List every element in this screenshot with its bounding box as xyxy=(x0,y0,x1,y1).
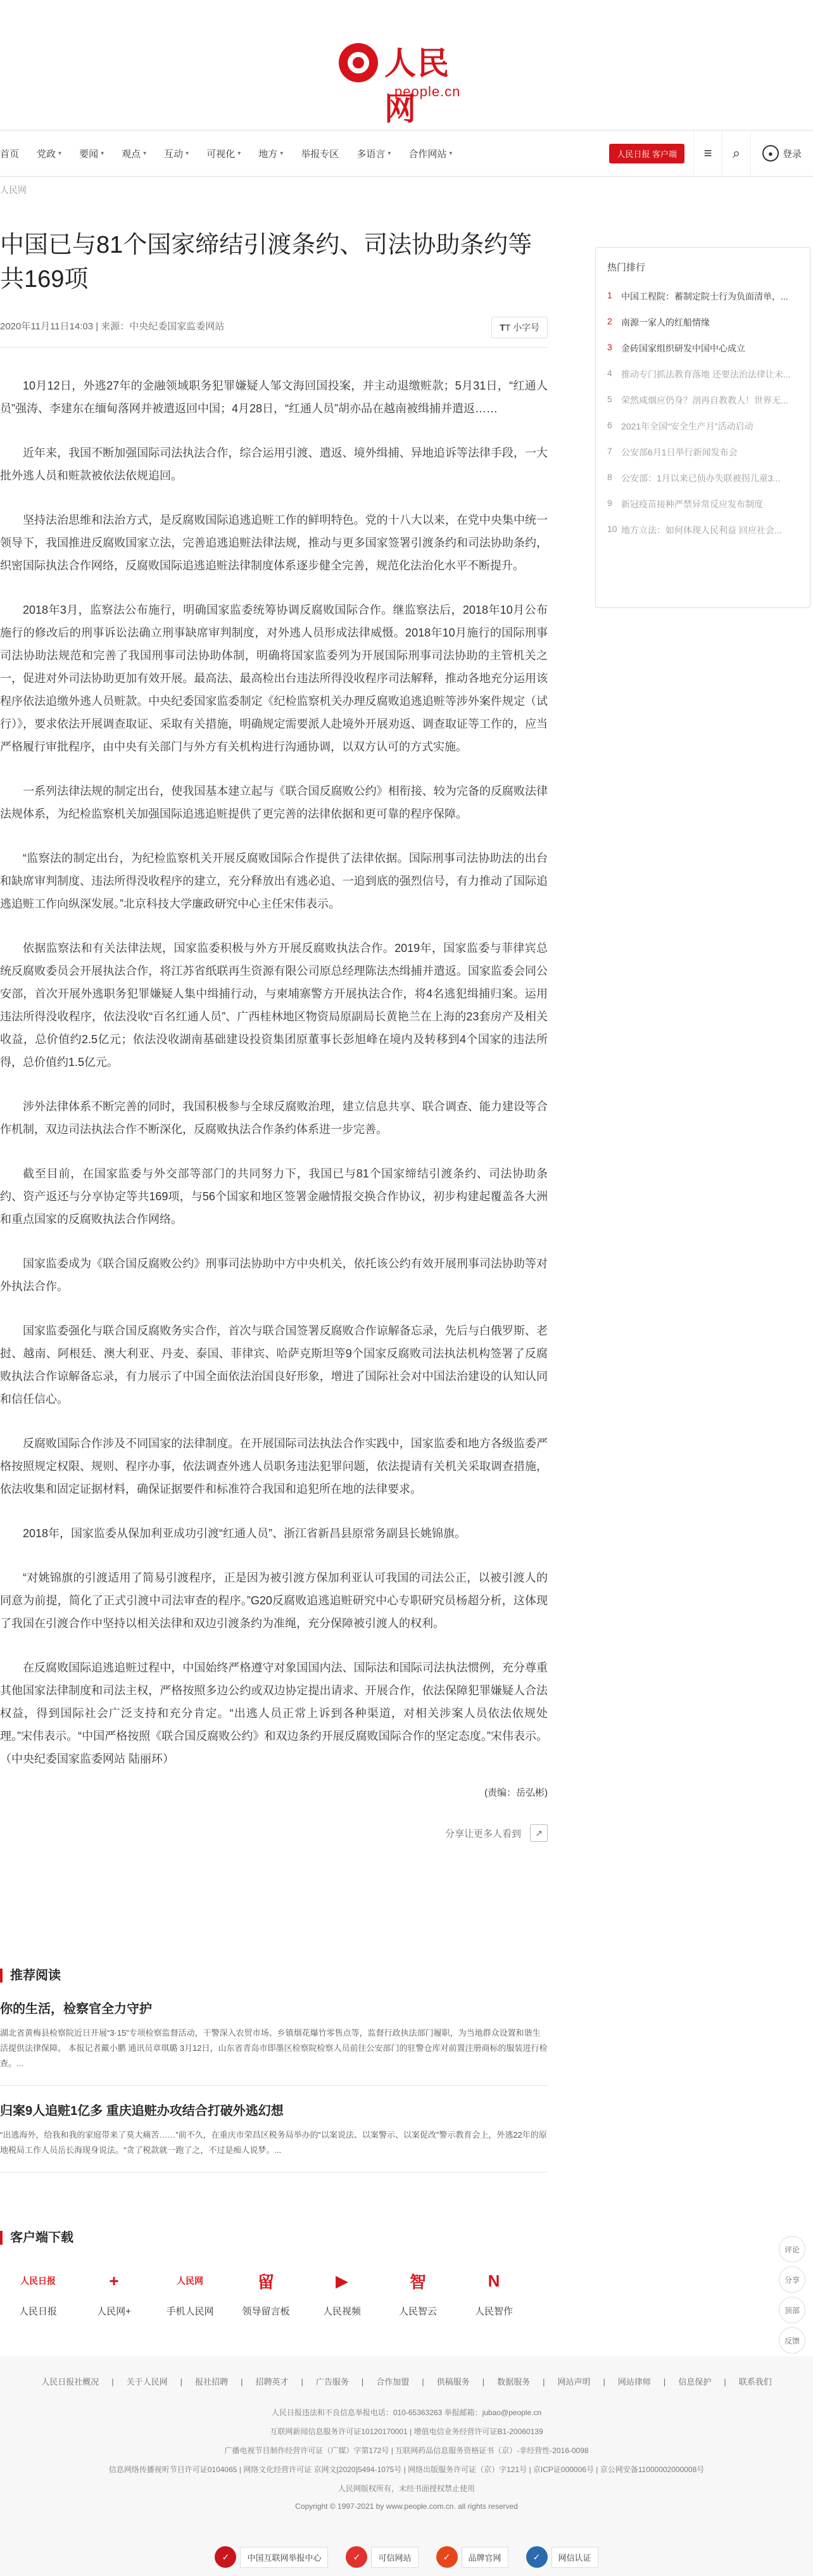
hot-item[interactable] xyxy=(607,394,798,420)
nav-item[interactable] xyxy=(0,130,28,176)
hot-title[interactable]: 金砖国家组织研发中国中心成立 xyxy=(621,343,745,353)
hot-rank: 3 xyxy=(607,342,612,352)
app-download[interactable] xyxy=(228,2265,304,2318)
nav-item-label: 多语言 xyxy=(356,148,386,160)
footer-sep: | xyxy=(180,2377,183,2387)
people-logo[interactable] xyxy=(339,38,478,127)
article-body xyxy=(0,374,548,1770)
search-icon[interactable]: ⌕ xyxy=(722,130,750,176)
hot-title[interactable]: 中国工程院：蓄制定院士行为负面清单，... xyxy=(621,291,788,301)
app-download[interactable] xyxy=(380,2265,456,2318)
article-meta xyxy=(0,319,548,348)
hot-title[interactable]: 地方立法：如何体现人民利益 回应社会... xyxy=(621,525,782,535)
hot-ranking-title: 热门排行 xyxy=(607,262,646,273)
float-button[interactable]: 评论 xyxy=(779,2236,805,2262)
logo-text-en: people.cn xyxy=(394,84,461,99)
recommend-desc: “出逃海外，给我和我的家庭带来了莫大痛苦……”前不久，在重庆市荣昌区税务局举办的“以案说法、以案警示、以案促改”警示教育会上，外逃22年的原地税局工作人员岳长海现身说法。“贪了税款就一跑了之，不过是痴人说梦。... xyxy=(0,2130,547,2155)
nav-item[interactable] xyxy=(348,130,400,176)
font-size-toggle[interactable]: TT 小字号 xyxy=(491,317,548,338)
article-paragraph: 坚持法治思维和法治方式，是反腐败国际追逃追赃工作的鲜明特色。党的十八大以来，在党中央集中统一领导下，我国推进反腐败国家立法，完善追逃追赃法律法规，推动与更多国家签署引渡条约和司法协助条约，织密国际执法合作网络，反腐败国际追逃追赃法律制度体系逐步健全完善，规范化法治化水平不断提升。 xyxy=(0,514,548,572)
badge-label: 网信认证 xyxy=(551,2547,598,2568)
recommend-desc: 湖北省黄梅县检察院近日开展“3·15”专项检察监督活动，干警深入农贸市场、乡镇烟花爆竹零售点等，监督行政执法部门履职，为当地群众设置和谐生活提供法律保障。 本报记者戴小鹏 通讯员章琪璐 3月12日，山东省青岛市即墨区检察院检察人员前往公安部门的驻警仓库对前置注册商标的服装进行检查。... xyxy=(0,2028,548,2068)
article-paragraph: 涉外法律体系不断完善的同时，我国积极参与全球反腐败治理，建立信息共享、联合调查、能力建设等合作机制，双边司法执法合作不断深化，反腐败执法合作条约体系进一步完善。 xyxy=(0,1100,548,1136)
article-paragraph: 10月12日，外逃27年的金融领域职务犯罪嫌疑人邹文海回国投案，并主动退缴赃款；5月31日，“红通人员”强涛、李建东在缅甸落网并被遣返回中国；4月28日，“红通人员”胡亦品在越南被缉捕并遣返…… xyxy=(0,379,548,415)
hot-rank: 4 xyxy=(607,368,612,378)
logo-emblem-icon xyxy=(339,43,378,82)
hot-title[interactable]: 推动专门抓法教育落地 还要法治法律让未... xyxy=(621,369,791,379)
hot-item[interactable] xyxy=(607,420,798,446)
app-download[interactable] xyxy=(152,2265,228,2318)
hot-item[interactable] xyxy=(607,498,798,524)
nav-item[interactable] xyxy=(400,130,461,176)
badge-icon: ✓ xyxy=(215,2546,236,2568)
app-logo-icon: 留 xyxy=(257,2272,274,2292)
nav-item-label: 互动 xyxy=(164,148,184,160)
hot-item[interactable] xyxy=(607,290,798,316)
article-paragraph: 截至目前，在国家监委与外交部等部门的共同努力下，我国已与81个国家缔结引渡条约、司法协助条约、资产返还与分享协定等共169项，与56个国家和地区签署金融情报交换合作协议，初步构建起覆盖各大洲和重点国家的反腐败执法合作网络。 xyxy=(0,1167,548,1226)
chevron-down-icon: ▾ xyxy=(143,149,147,157)
footer-sep: | xyxy=(603,2377,605,2387)
hot-title[interactable]: 新冠疫苗接种严禁异常反应发布制度 xyxy=(621,499,763,509)
app-label: 手机人民网 xyxy=(166,2306,214,2317)
download-heading: 客户端下载 xyxy=(0,2231,73,2245)
footer-line: 互联网新闻信息服务许可证10120170001 | 增值电信业务经营许可证B1-20060139 xyxy=(270,2427,543,2436)
footer-link[interactable]: 招聘英才 xyxy=(255,2377,289,2387)
share-bar[interactable] xyxy=(0,1824,548,1842)
chevron-down-icon: ▾ xyxy=(186,149,189,157)
nav-item-label: 党政 xyxy=(37,148,56,160)
nav-item[interactable] xyxy=(198,130,249,176)
hot-ranking xyxy=(595,247,810,608)
float-button[interactable]: 反馈 xyxy=(779,2327,805,2354)
footer-link[interactable]: 联系我们 xyxy=(738,2377,772,2387)
nav-item-label: 观点 xyxy=(122,148,141,160)
share-icon[interactable]: ↗ xyxy=(530,1824,548,1842)
divider xyxy=(0,2172,548,2173)
recommend-item[interactable] xyxy=(0,2100,548,2173)
chevron-down-icon: ▾ xyxy=(280,149,284,157)
hot-title[interactable]: 南源一家人的红船情缘 xyxy=(621,317,710,327)
footer xyxy=(0,2356,813,2576)
editor-credit: (责编：岳弘彬) xyxy=(484,1787,548,1798)
recommend-title[interactable]: 你的生活，检察官全力守护 xyxy=(0,2002,152,2016)
footer-line: 人民日报违法和不良信息举报电话：010-65363263 举报邮箱：jubao@people.cn xyxy=(271,2408,542,2417)
app-download[interactable] xyxy=(0,2265,76,2318)
hot-rank: 8 xyxy=(607,472,612,482)
footer-badge[interactable] xyxy=(215,2546,328,2568)
float-button[interactable]: 分享 xyxy=(779,2266,805,2293)
article xyxy=(0,228,548,1842)
footer-link[interactable]: 网站声明 xyxy=(557,2377,591,2387)
badge-label: 可信网站 xyxy=(371,2547,418,2568)
footer-sep: | xyxy=(482,2377,485,2387)
footer-link[interactable]: 关于人民网 xyxy=(126,2377,168,2387)
app-logo-icon: + xyxy=(109,2271,119,2290)
logo-text-cn: 人民网 xyxy=(384,44,450,127)
chevron-down-icon: ▾ xyxy=(388,149,391,157)
footer-sep: | xyxy=(111,2377,114,2387)
nav-item-label: 举报专区 xyxy=(301,148,339,160)
footer-link[interactable]: 广告服务 xyxy=(315,2377,349,2387)
nav-item[interactable] xyxy=(249,130,292,176)
footer-badge[interactable] xyxy=(346,2546,418,2568)
app-logo-icon: 智 xyxy=(409,2272,426,2292)
recommend-heading: 推荐阅读 xyxy=(0,1969,61,1983)
nav-item-label: 合作网站 xyxy=(408,148,447,160)
app-label: 人民日报 xyxy=(18,2306,57,2317)
app-download[interactable] xyxy=(304,2265,380,2318)
hot-title[interactable]: 公安部6月1日举行新闻发布会 xyxy=(621,447,738,457)
breadcrumb[interactable]: 人民网 xyxy=(0,185,27,195)
app-logo-icon: 人民网 xyxy=(177,2276,203,2286)
hot-rank: 7 xyxy=(607,446,612,456)
footer-link[interactable]: 合作加盟 xyxy=(376,2377,410,2387)
app-label: 人民智云 xyxy=(398,2306,437,2317)
footer-line: Copyright © 1997-2021 by www.people.com.cn. all rights reserved xyxy=(295,2502,518,2511)
nav-item-label: 要闻 xyxy=(79,148,99,160)
article-title: 中国已与81个国家缔结引渡条约、司法协助条约等共169项 xyxy=(0,232,533,293)
app-download[interactable] xyxy=(76,2265,152,2318)
footer-link[interactable]: 网站律师 xyxy=(617,2377,651,2387)
article-paragraph: “对姚锦旗的引渡适用了简易引渡程序，正是因为被引渡方保加利亚认可我国的司法公正，以被引渡人的同意为前提，简化了正式引渡中司法审查的程序。”G20反腐败追逃追赃研究中心专职研究员杨超分析，这体现了我国在引渡合作中坚持以相关法律和双边引渡条约为准绳，充分保障被引渡人的权利。 xyxy=(0,1571,548,1630)
app-label: 人民视频 xyxy=(322,2306,361,2317)
hot-list xyxy=(607,290,798,550)
hot-rank: 1 xyxy=(607,290,612,300)
footer-sep: | xyxy=(301,2377,303,2387)
hot-rank: 5 xyxy=(607,394,612,404)
main-nav xyxy=(0,130,813,177)
app-logo-icon: N xyxy=(488,2271,500,2290)
badge-icon: ✓ xyxy=(526,2546,548,2568)
article-paragraph: 反腐败国际合作涉及不同国家的法律制度。在开展国际司法执法合作实践中，国家监委和地方各级监委严格按照规定权限、规则、程序办事，依法调查外逃人员职务违法犯罪问题，依法提请有关机关采取调查措施，依法收集和固定证据材料，确保证据要件和标准符合我国和追犯所在地的法律要求。 xyxy=(0,1437,548,1495)
badge-icon: ✓ xyxy=(346,2546,367,2568)
hot-title[interactable]: 公安部：1月以来已侦办失联被拐儿童3... xyxy=(621,473,781,483)
recommend-item[interactable] xyxy=(0,1998,548,2086)
nav-item-label: 地方 xyxy=(258,148,278,160)
hot-item[interactable] xyxy=(607,472,798,498)
badge-label: 中国互联网举报中心 xyxy=(240,2547,328,2568)
article-paragraph: 近年来，我国不断加强国际司法执法合作，综合运用引渡、遣返、境外缉捕、异地追诉等法律手段，一大批外逃人员和赃款被依法依规追回。 xyxy=(0,447,548,482)
floating-toolbar xyxy=(779,2236,804,2357)
divider xyxy=(0,2085,548,2086)
footer-sep: | xyxy=(663,2377,666,2387)
hot-rank: 9 xyxy=(607,498,612,508)
login-button[interactable] xyxy=(750,130,813,176)
article-paragraph: “监察法的制定出台，为纪检监察机关开展反腐败国际合作提供了法律依据。国际刑事司法协助法的出台和缺席审判制度、违法所得没收程序的建立，充分释放出有逃必追、一追到底的强烈信号，有力推动了国际追逃追赃工作向纵深发展。”北京科技大学廉政研究中心主任宋伟表示。 xyxy=(0,852,548,910)
download-list xyxy=(0,2265,532,2318)
app-logo-icon: 人民日报 xyxy=(20,2276,56,2286)
chevron-down-icon: ▾ xyxy=(58,149,62,157)
hot-rank: 2 xyxy=(607,316,612,326)
app-label: 人民网+ xyxy=(97,2306,131,2317)
nav-item[interactable] xyxy=(70,130,113,176)
login-label: 登录 xyxy=(782,148,802,160)
footer-sep: | xyxy=(543,2377,545,2387)
footer-link[interactable]: 供稿服务 xyxy=(436,2377,470,2387)
float-button[interactable]: 顶部 xyxy=(779,2297,805,2323)
chevron-down-icon: ▾ xyxy=(449,149,453,157)
badge-icon: ✓ xyxy=(436,2546,458,2568)
article-paragraph: 2018年3月，监察法公布施行，明确国家监委统筹协调反腐败国际合作。继监察法后，2018年10月公布施行的修改后的刑事诉讼法确立刑事缺席审判制度，对外逃人员形成法律威慑。2018年10月施行的国际刑事司法协助法规范和完善了我国刑事司法协助体制，明确将国家监委列为开展国际刑事司法协助的主管机关之一，促进对外司法协助更加有效开展。最高法、最高检出台违法所得没收程序司法解释，推动各地充分运用该程序依法追缴外逃人员赃款。中央纪委国家监委制定《纪检监察机关办理反腐败追逃追赃等涉外案件规定（试行）》，要求依法开展调查取证、采取有关措施，明确规定需要派人赴境外开展劝返、调查取证等工作的，应当严格履行审批程序，由中央有关部门与外方有关机构进行沟通协调，以双方认可的方式实施。 xyxy=(0,604,548,753)
hot-item[interactable] xyxy=(607,446,798,472)
footer-link[interactable]: 数据服务 xyxy=(497,2377,531,2387)
hot-item[interactable] xyxy=(607,368,798,394)
app-badge[interactable]: 人民日报 客户端 xyxy=(609,144,684,163)
hot-item[interactable] xyxy=(607,316,798,342)
footer-badge[interactable] xyxy=(436,2546,508,2568)
chevron-down-icon: ▾ xyxy=(101,149,104,157)
article-source: 2020年11月11日14:03 | 来源：中央纪委国家监委网站 xyxy=(0,321,225,332)
footer-link[interactable]: 信息保护 xyxy=(678,2377,712,2387)
footer-line: 广播电视节目制作经营许可证（广媒）字第172号 | 互联网药品信息服务资格证书（京）-非经营性-2016-0098 xyxy=(224,2446,589,2455)
nav-items xyxy=(0,130,461,176)
recommend-title[interactable]: 归案9人追赃1亿多 重庆追赃办攻结合打破外逃幻想 xyxy=(0,2104,284,2118)
hot-item[interactable] xyxy=(607,342,798,368)
user-icon: ● xyxy=(762,145,779,162)
article-paragraph: 2018年，国家监委从保加利亚成功引渡“红通人员”、浙江省新昌县原常务副县长姚锦旗。 xyxy=(23,1527,467,1540)
footer-line: 信息网络传播视听节目许可证0104065 | 网络文化经营许可证 京网文[2020]5494-1075号 | 网络出版服务许可证（京）字121号 | 京ICP证000006号 | 京公网安备11000002000008号 xyxy=(108,2465,705,2474)
badge-label: 品牌官网 xyxy=(462,2547,508,2568)
share-label: 分享让更多人看到 xyxy=(444,1828,521,1839)
footer-sep: | xyxy=(241,2377,243,2387)
app-label: 人民智作 xyxy=(474,2306,513,2317)
footer-sep: | xyxy=(422,2377,424,2387)
nav-item-label: 可视化 xyxy=(206,148,236,160)
article-paragraph: 国家监委强化与联合国反腐败务实合作，首次与联合国签署反腐败合作谅解备忘录，先后与白俄罗斯、老挝、越南、阿根廷、澳大利亚、丹麦、泰国、菲律宾、哈萨克斯坦等9个国家反腐败司法执法机构签署了反腐败执法合作谅解备忘录，有力展示了中国全面依法治国良好形象，增进了国际社会对中国法治建设的认知认同和信任信心。 xyxy=(0,1324,548,1405)
hot-title[interactable]: 荣然咸烟应仍身？剖再自教教人！世界无... xyxy=(621,395,788,405)
hot-rank: 6 xyxy=(607,420,612,430)
app-logo-icon: ▶ xyxy=(336,2271,348,2290)
app-label: 领导留言板 xyxy=(242,2306,290,2317)
article-paragraph: 依据监察法和有关法律法规，国家监委积极与外方开展反腐败执法合作。2019年，国家监委与菲律宾总统反腐败委员会开展执法合作，将江苏省纸联再生资源有限公司原总经理陈法杰缉捕并遣返。国家监委会同公安部，首次开展外逃职务犯罪嫌疑人集中缉捕行动，与柬埔寨警方开展执法合作，将4名逃犯缉捕归案。运用违法所得没收程序，依法没收“百名红通人员”、广西桂林地区物资局原副局长黄艳兰在上海的23套房产及相关收益，总价值约2.5亿元；依法没收湖南基础建设投资集团原董事长彭旭峰在境内及转移到4个国家的违法所得，总价值约1.5亿元。 xyxy=(0,942,548,1069)
nav-item[interactable] xyxy=(292,130,348,176)
footer-link[interactable]: 报社招聘 xyxy=(195,2377,229,2387)
footer-line: 人民网版权所有，未经书面授权禁止使用 xyxy=(337,2484,475,2493)
nav-item-label: 首页 xyxy=(0,148,20,160)
article-paragraph: 一系列法律法规的制定出台，使我国基本建立起与《联合国反腐败公约》相衔接、较为完备的反腐败法律法规体系，为纪检监察机关加强国际追逃追赃提供了更完善的法律依据和更可靠的程序保障。 xyxy=(0,785,548,820)
nav-item[interactable] xyxy=(28,130,70,176)
hot-item[interactable] xyxy=(607,524,798,550)
menu-icon[interactable]: ≡ xyxy=(693,130,722,176)
article-paragraph: 在反腐败国际追逃追赃过程中，中国始终严格遵守对象国国内法、国际法和国际司法执法惯例，充分尊重其他国家法律制度和司法主权，严格按照多边公约或双边协定提出请求、开展合作，依法保障犯罪嫌疑人合法权益，得到国际社会广泛支持和充分肯定。“出逃人员正常上诉到各种渠道，对相关涉案人员依法依规处理。”宋伟表示。“中国严格按照《联合国反腐败公约》和双边条约开展反腐败国际合作的坚定态度。”宋伟表示。（中央纪委国家监委网站 陆丽环） xyxy=(0,1661,548,1765)
nav-item[interactable] xyxy=(155,130,198,176)
nav-right xyxy=(609,130,813,176)
hot-rank: 10 xyxy=(607,524,617,534)
footer-badge[interactable] xyxy=(526,2546,598,2568)
nav-item[interactable] xyxy=(113,130,155,176)
footer-link[interactable]: 人民日报社概况 xyxy=(41,2377,99,2387)
article-paragraph: 国家监委成为《联合国反腐败公约》刑事司法协助中方中央机关，依托该公约有效开展刑事司法协助等对外执法合作。 xyxy=(0,1257,548,1293)
footer-sep: | xyxy=(361,2377,364,2387)
footer-links xyxy=(0,2375,813,2387)
site-header xyxy=(0,0,813,130)
chevron-down-icon: ▾ xyxy=(237,149,241,157)
footer-sep: | xyxy=(724,2377,726,2387)
hot-title[interactable]: 2021年全国“安全生产月”活动启动 xyxy=(621,421,753,431)
app-download[interactable] xyxy=(456,2265,532,2318)
footer-badges xyxy=(0,2546,813,2568)
